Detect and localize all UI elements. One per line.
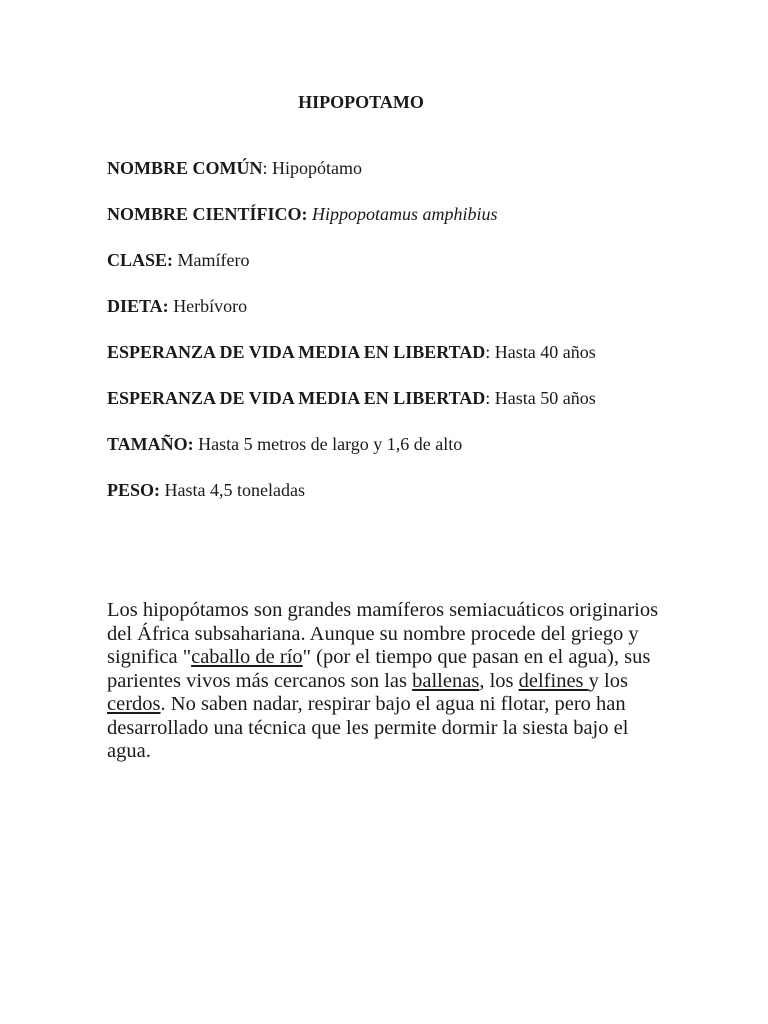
field-label: NOMBRE CIENTÍFICO: — [107, 204, 308, 224]
field-label: PESO: — [107, 480, 161, 500]
link-ballenas[interactable]: ballenas — [412, 669, 480, 692]
field-nombre-cientifico — [107, 203, 727, 225]
link-delfines[interactable]: delfines — [518, 669, 589, 692]
field-esperanza-vida-2 — [107, 387, 727, 409]
document-title: HIPOPOTAMO — [298, 92, 424, 112]
paragraph-text: . No saben nadar, respirar bajo el agua ni flotar, pero han desarrollado una técnica que les permite dormir la siesta bajo el agua. — [107, 693, 629, 762]
field-label: NOMBRE COMÚN — [107, 158, 263, 178]
paragraph-text: y los — [588, 669, 628, 692]
field-value: Mamífero — [177, 250, 250, 270]
field-label: ESPERANZA DE VIDA MEDIA EN LIBERTAD — [107, 388, 486, 408]
link-caballo-de-rio[interactable]: caballo de río — [191, 646, 303, 668]
field-separator: : — [485, 388, 495, 408]
paragraph-text: , los — [479, 669, 519, 692]
fact-sheet — [107, 157, 727, 525]
field-dieta — [107, 295, 727, 317]
field-esperanza-vida-1 — [107, 341, 727, 363]
description-paragraph — [107, 599, 667, 764]
paragraph-text: " (por el tiempo que pasan en el agua), sus parientes vivos más cercanos son las — [107, 646, 651, 692]
field-tamano — [107, 433, 727, 455]
field-nombre-comun — [107, 157, 727, 179]
field-separator: : — [262, 158, 273, 178]
field-label: ESPERANZA DE VIDA MEDIA EN LIBERTAD — [107, 342, 486, 362]
field-value: Hipopótamo — [272, 158, 363, 178]
paragraph-text: Los hipopótamos son grandes mamíferos semiacuáticos originarios del África subsahariana. Aunque su nombre procede del griego y significa " — [107, 599, 659, 668]
field-value: Hasta 5 metros de largo y 1,6 de alto — [198, 434, 463, 454]
field-label: TAMAÑO: — [107, 434, 194, 454]
link-cerdos[interactable]: cerdos — [107, 693, 161, 715]
field-value: Herbívoro — [173, 296, 248, 316]
field-value: Hasta 40 años — [494, 342, 596, 362]
field-value: Hasta 50 años — [494, 388, 596, 408]
field-value: Hasta 4,5 toneladas — [164, 480, 305, 500]
field-label: DIETA: — [107, 296, 169, 316]
field-label: CLASE: — [107, 250, 174, 270]
field-peso — [107, 479, 727, 501]
field-clase — [107, 249, 727, 271]
field-value: Hippopotamus amphibius — [312, 204, 498, 224]
field-separator: : — [485, 342, 495, 362]
